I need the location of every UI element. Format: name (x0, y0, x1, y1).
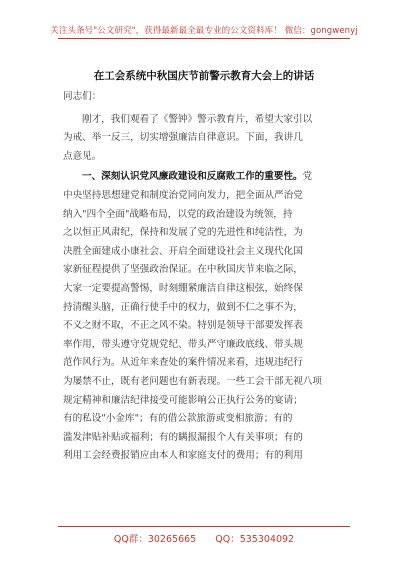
paragraph-line: 范作风行为。从近年来查处的案件情况来看，违规违纪行 (63, 357, 303, 369)
page-title: 在工会系统中秋国庆节前警示教育大会上的讲话 (93, 70, 315, 82)
section-heading-line (63, 168, 353, 187)
intro-paragraph (63, 111, 353, 167)
paragraph-line: 大家一定要提高警惕，时刻绷紧廉洁自律这根弦，始终保 (63, 282, 303, 294)
footer-qq-group: QQ群：30265665 (113, 534, 197, 545)
paragraph-line: 点意见。 (63, 150, 102, 162)
paragraph-line: 规定精神和廉洁纪律接受可能影响公正执行公务的宴请； (63, 394, 303, 406)
paragraph-line: 之以恒正风肃纪，保持和发展了党的先进性和纯洁性，为 (63, 227, 303, 239)
header-banner: 关注头条号"公文研究"，获得最新最全最专业的公文资料库！ 微信：gongwenyj (50, 26, 358, 36)
header-divider (58, 38, 350, 39)
document-body (63, 88, 353, 466)
paragraph-line: 为戒、举一反三，切实增强廉洁自律意识。下面，我讲几 (63, 132, 303, 144)
paragraph-line: 利用工会经费报销应由本人和家庭支付的费用；有的利用 (63, 450, 303, 462)
paragraph-line: 为屡禁不止，既有老问题也有新表现。一些工会干部无视八项 (63, 375, 323, 387)
paragraph-line: 刚才，我们观看了《警钟》警示教育片，希望大家引以 (82, 113, 313, 125)
salutation: 同志们： (63, 91, 102, 102)
paragraph-line: 不义之财不取，不正之风不染。特别是领导干部要发挥表 (63, 320, 303, 332)
paragraph-line: 家新征程提供了坚强政治保证。在中秋国庆节来临之际， (63, 264, 303, 276)
paragraph-line: 决胜全面建成小康社会、开启全面建设社会主义现代化国 (63, 245, 303, 257)
section-heading-tail: 党 (302, 171, 313, 183)
section-1-paragraph (63, 168, 353, 466)
paragraph-line: 率作用，带头遵守党规党纪、带头严守廉政底线、带头规 (63, 338, 303, 350)
paragraph-line: 中央坚持思想建党和制度治党同向发力，把全面从严治党 (63, 189, 303, 201)
paragraph-line: 滥发津贴补贴或福利；有的瞒报漏报个人有关事项；有的 (63, 431, 303, 443)
paragraph-line: 纳入"四个全面"战略布局，以党的政治建设为统领，持 (63, 208, 293, 220)
section-heading: 一、深刻认识党风廉政建设和反腐败工作的重要性。 (82, 171, 303, 183)
footer-divider (58, 526, 350, 527)
paragraph-line: 持清醒头脑，正确行使手中的权力，做到不仁之事不为， (63, 301, 303, 313)
footer-qq: QQ：535304092 (215, 534, 295, 545)
paragraph-line: 有的私设"小金库"；有的借公款旅游或变相旅游；有的 (63, 413, 293, 425)
footer (0, 531, 408, 545)
